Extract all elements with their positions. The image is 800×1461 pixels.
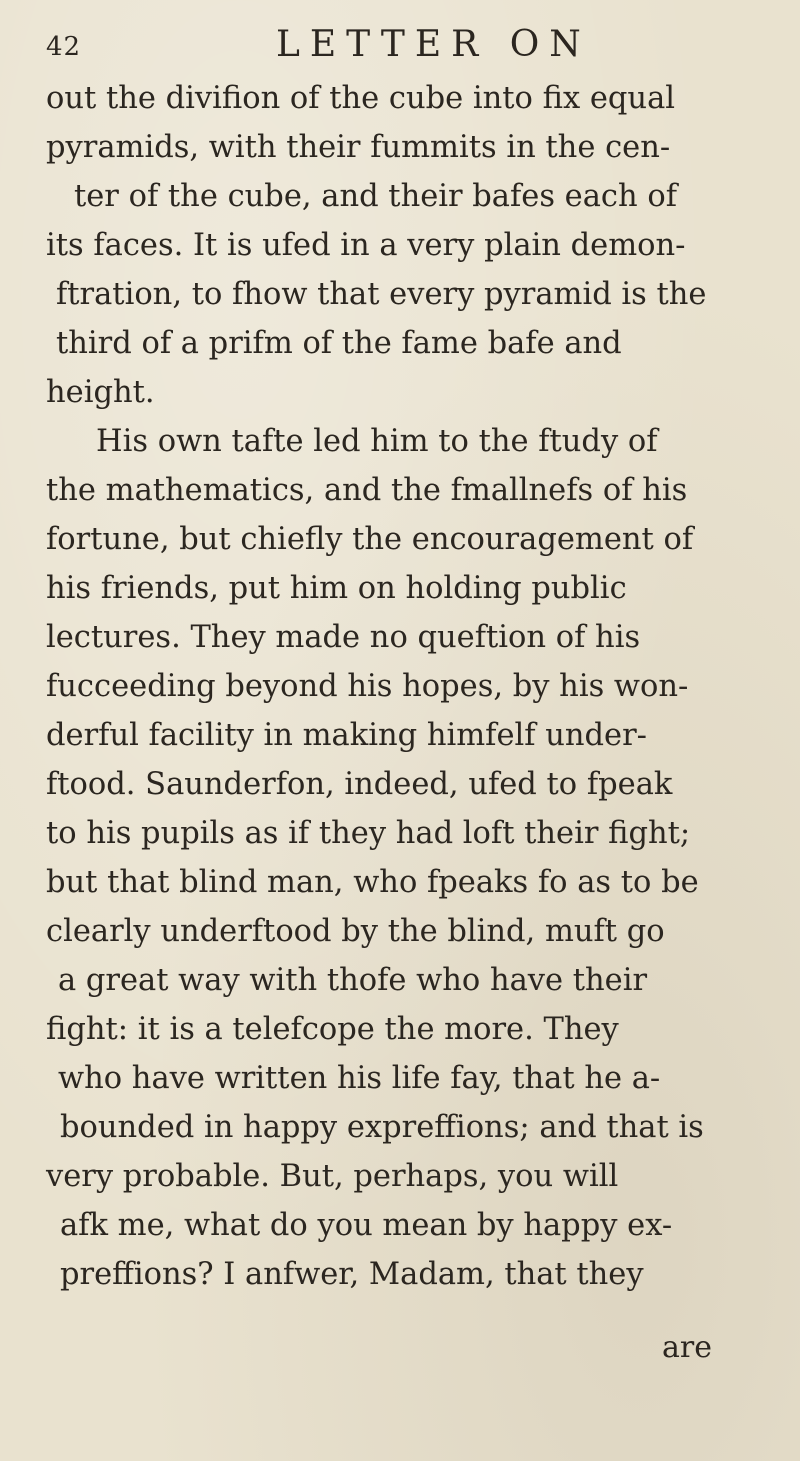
text-line: but that blind man, who fpeaks fo as to be (46, 865, 699, 900)
text-line: very probable. But, perhaps, you will (46, 1159, 619, 1194)
text-line: its faces. It is ufed in a very plain demon- (46, 228, 686, 263)
text-line: His own tafte led him to the ftudy of (96, 424, 658, 459)
text-line: ftood. Saunderfon, indeed, ufed to fpeak (46, 767, 673, 802)
text-line: a great way with thofe who have their (58, 963, 648, 998)
running-head: LETTER ON (276, 24, 591, 65)
text-line: lectures. They made no queftion of his (46, 620, 641, 655)
text-line: clearly underftood by the blind, muft go (46, 914, 665, 949)
text-line: height. (46, 375, 155, 410)
text-line: bounded in happy expreffions; and that is (60, 1110, 704, 1145)
text-line: third of a prifm of the fame bafe and (56, 326, 622, 361)
text-line: fortune, but chiefly the encouragement of (46, 522, 694, 557)
text-line: his friends, put him on holding public (46, 571, 627, 606)
text-line: ftration, to fhow that every pyramid is the (56, 277, 707, 312)
text-line: who have written his life fay, that he a- (58, 1061, 661, 1096)
page-header (46, 18, 746, 68)
text-line: derful facility in making himfelf under- (46, 718, 647, 753)
page-number: 42 (46, 32, 82, 62)
text-line: to his pupils as if they had loft their fight; (46, 816, 691, 851)
text-line: pyramids, with their fummits in the cen- (46, 130, 671, 165)
text-line: preffions? I anfwer, Madam, that they (60, 1257, 644, 1292)
text-line: fight: it is a telefcope the more. They (46, 1012, 619, 1047)
text-line: afk me, what do you mean by happy ex- (60, 1208, 673, 1243)
catchword: are (662, 1330, 712, 1365)
text-line: fucceeding beyond his hopes, by his won- (46, 669, 689, 704)
text-line: the mathematics, and the fmallnefs of his (46, 473, 688, 508)
text-line: out the divifion of the cube into fix equal (46, 81, 676, 116)
text-line: ter of the cube, and their bafes each of (74, 179, 677, 214)
